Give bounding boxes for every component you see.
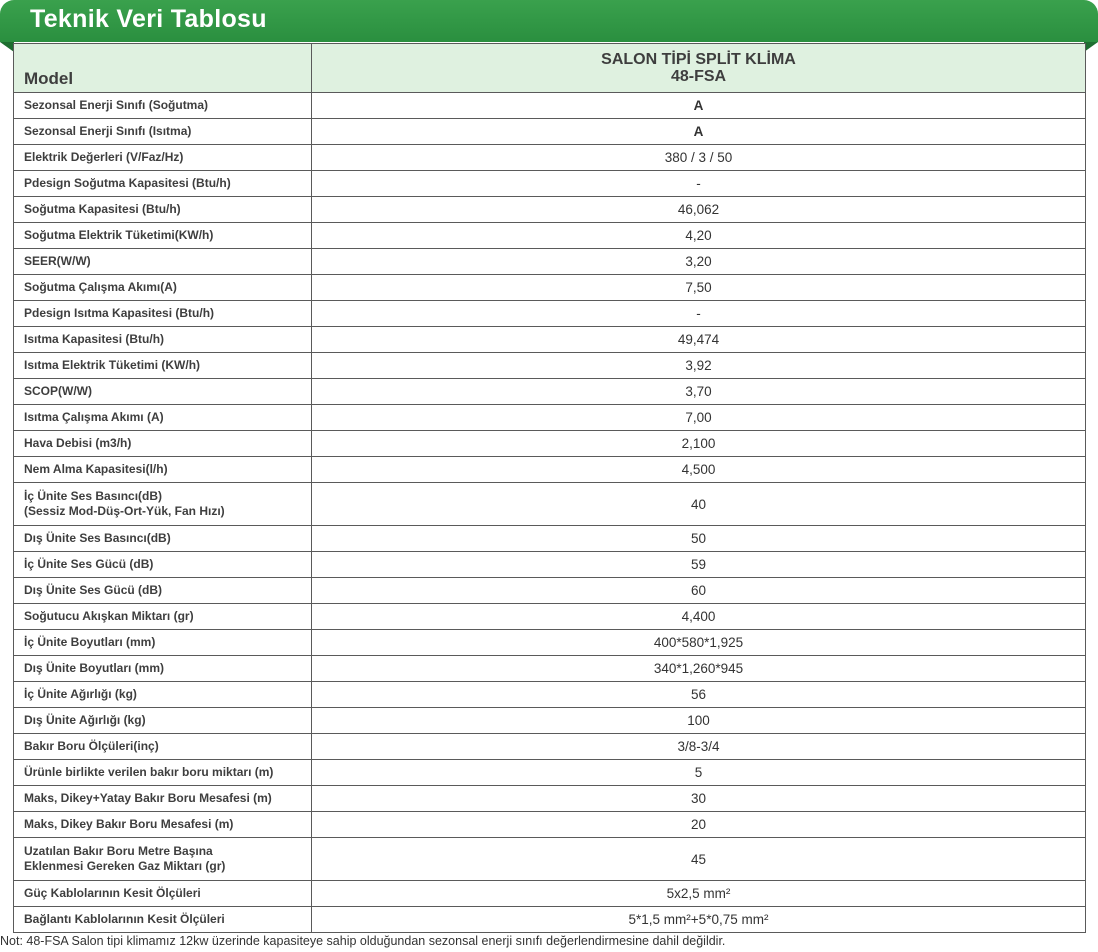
spec-label: [14, 604, 312, 630]
spec-label-text: Maks, Dikey+Yatay Bakır Boru Mesafesi (m): [24, 791, 272, 805]
spec-value: 20: [312, 812, 1086, 838]
spec-label: [14, 249, 312, 275]
spec-label-text: Soğutma Çalışma Akımı(A): [24, 280, 177, 294]
spec-value: 40: [312, 483, 1086, 526]
spec-label: [14, 760, 312, 786]
table-row: [14, 881, 1086, 907]
spec-value: 5: [312, 760, 1086, 786]
spec-label-text: Uzatılan Bakır Boru Metre Başına: [24, 844, 213, 858]
spec-value: 7,50: [312, 275, 1086, 301]
spec-label: [14, 197, 312, 223]
spec-label-text: Dış Ünite Boyutları (mm): [24, 661, 165, 675]
spec-label: [14, 526, 312, 552]
table-row: [14, 249, 1086, 275]
spec-label-text: Sezonsal Enerji Sınıfı (Soğutma): [24, 98, 209, 112]
spec-label-text: SCOP(W/W): [24, 384, 92, 398]
table-row: [14, 604, 1086, 630]
spec-label: [14, 734, 312, 760]
spec-label-text: Hava Debisi (m3/h): [24, 436, 132, 450]
spec-label-text: Dış Ünite Ağırlığı (kg): [24, 713, 146, 727]
spec-label-text: Güç Kablolarının Kesit Ölçüleri: [24, 886, 201, 900]
spec-value: 4,400: [312, 604, 1086, 630]
spec-label: [14, 93, 312, 119]
spec-label: [14, 630, 312, 656]
spec-label: [14, 682, 312, 708]
spec-value: -: [312, 171, 1086, 197]
spec-label-text: Isıtma Çalışma Akımı (A): [24, 410, 164, 424]
spec-value: 45: [312, 838, 1086, 881]
spec-label-text: Bağlantı Kablolarının Kesit Ölçüleri: [24, 912, 225, 926]
spec-label-text: Bakır Boru Ölçüleri(inç): [24, 739, 159, 753]
spec-label: [14, 708, 312, 734]
spec-value: 2,100: [312, 431, 1086, 457]
table-row: [14, 145, 1086, 171]
spec-value: 3/8-3/4: [312, 734, 1086, 760]
spec-label-text: SEER(W/W): [24, 254, 91, 268]
page-title: Teknik Veri Tablosu: [30, 5, 267, 33]
table-row: [14, 630, 1086, 656]
table-row: [14, 405, 1086, 431]
spec-label-subtext: Eklenmesi Gereken Gaz Miktarı (gr): [24, 859, 226, 873]
spec-value: 340*1,260*945: [312, 656, 1086, 682]
spec-value: 5*1,5 mm²+5*0,75 mm²: [312, 907, 1086, 933]
table-row: [14, 526, 1086, 552]
spec-value: 100: [312, 708, 1086, 734]
spec-value: -: [312, 301, 1086, 327]
table-row: [14, 682, 1086, 708]
table-row: [14, 301, 1086, 327]
table-row: [14, 223, 1086, 249]
product-header: [312, 44, 1086, 93]
table-row: [14, 734, 1086, 760]
spec-label-text: İç Ünite Ses Basıncı(dB): [24, 489, 163, 503]
spec-value: 3,20: [312, 249, 1086, 275]
product-name: SALON TİPİ SPLİT KLİMA: [601, 51, 796, 68]
table-header-row: [14, 44, 1086, 93]
spec-label: [14, 786, 312, 812]
table-row: [14, 838, 1086, 881]
spec-label: [14, 881, 312, 907]
spec-label-text: Soğutucu Akışkan Miktarı (gr): [24, 609, 194, 623]
spec-label: [14, 907, 312, 933]
spec-value: 59: [312, 552, 1086, 578]
spec-value: 56: [312, 682, 1086, 708]
spec-value: 400*580*1,925: [312, 630, 1086, 656]
table-row: [14, 907, 1086, 933]
table-row: [14, 457, 1086, 483]
table-row: [14, 760, 1086, 786]
footnote: Not: 48-FSA Salon tipi klimamız 12kw üzerinde kapasiteye sahip olduğundan sezonsal enerji sınıfı değerlendirmesine dahil değildir.: [0, 934, 726, 948]
spec-value: A: [312, 119, 1086, 145]
spec-label: [14, 431, 312, 457]
spec-value: 380 / 3 / 50: [312, 145, 1086, 171]
spec-value: 49,474: [312, 327, 1086, 353]
table-row: [14, 812, 1086, 838]
spec-value: 30: [312, 786, 1086, 812]
table-row: [14, 275, 1086, 301]
spec-label-text: Nem Alma Kapasitesi(l/h): [24, 462, 168, 476]
title-banner: [0, 0, 1098, 42]
spec-label: [14, 405, 312, 431]
spec-value: 4,500: [312, 457, 1086, 483]
spec-label: [14, 223, 312, 249]
spec-value: 3,70: [312, 379, 1086, 405]
spec-label-text: Dış Ünite Ses Basıncı(dB): [24, 531, 171, 545]
spec-label-text: İç Ünite Ağırlığı (kg): [24, 687, 137, 701]
spec-rows: [14, 93, 1086, 933]
spec-label-text: Maks, Dikey Bakır Boru Mesafesi (m): [24, 817, 234, 831]
product-model-code: 48-FSA: [670, 68, 727, 85]
table-row: [14, 379, 1086, 405]
table-row: [14, 353, 1086, 379]
table-row: [14, 483, 1086, 526]
spec-label-text: Elektrik Değerleri (V/Faz/Hz): [24, 150, 184, 164]
spec-value: 7,00: [312, 405, 1086, 431]
spec-value: 60: [312, 578, 1086, 604]
spec-label-text: İç Ünite Ses Gücü (dB): [24, 557, 154, 571]
spec-label-text: Soğutma Kapasitesi (Btu/h): [24, 202, 181, 216]
table-row: [14, 656, 1086, 682]
spec-label: [14, 552, 312, 578]
spec-label: [14, 812, 312, 838]
spec-label: [14, 145, 312, 171]
spec-label: [14, 656, 312, 682]
spec-label: [14, 301, 312, 327]
spec-label: [14, 483, 312, 526]
spec-label-text: Dış Ünite Ses Gücü (dB): [24, 583, 163, 597]
spec-label: [14, 353, 312, 379]
spec-label: [14, 171, 312, 197]
spec-label: [14, 379, 312, 405]
spec-value: 5x2,5 mm²: [312, 881, 1086, 907]
spec-value: 4,20: [312, 223, 1086, 249]
table-row: [14, 431, 1086, 457]
table-row: [14, 708, 1086, 734]
spec-label: [14, 838, 312, 881]
spec-label-text: Pdesign Soğutma Kapasitesi (Btu/h): [24, 176, 231, 190]
banner-fold-right: [1084, 42, 1098, 52]
spec-label-text: Soğutma Elektrik Tüketimi(KW/h): [24, 228, 214, 242]
spec-value: 50: [312, 526, 1086, 552]
table-row: [14, 171, 1086, 197]
spec-label-text: Pdesign Isıtma Kapasitesi (Btu/h): [24, 306, 215, 320]
table-row: [14, 552, 1086, 578]
table-row: [14, 119, 1086, 145]
table-row: [14, 197, 1086, 223]
banner-fold-left: [0, 42, 14, 52]
spec-value: 46,062: [312, 197, 1086, 223]
table-row: [14, 327, 1086, 353]
spec-label: [14, 457, 312, 483]
spec-label: [14, 119, 312, 145]
spec-label: [14, 327, 312, 353]
table-row: [14, 93, 1086, 119]
spec-value: A: [312, 93, 1086, 119]
spec-label-text: İç Ünite Boyutları (mm): [24, 635, 156, 649]
spec-label: [14, 275, 312, 301]
table-row: [14, 578, 1086, 604]
spec-label-text: Sezonsal Enerji Sınıfı (Isıtma): [24, 124, 192, 138]
spec-table: [13, 43, 1086, 933]
spec-label-text: Ürünle birlikte verilen bakır boru miktarı (m): [24, 765, 274, 779]
model-header: Model: [14, 44, 312, 93]
spec-label-subtext: (Sessiz Mod-Düş-Ort-Yük, Fan Hızı): [24, 504, 225, 518]
spec-label: [14, 578, 312, 604]
table-row: [14, 786, 1086, 812]
spec-label-text: Isıtma Kapasitesi (Btu/h): [24, 332, 165, 346]
spec-value: 3,92: [312, 353, 1086, 379]
spec-label-text: Isıtma Elektrik Tüketimi (KW/h): [24, 358, 201, 372]
